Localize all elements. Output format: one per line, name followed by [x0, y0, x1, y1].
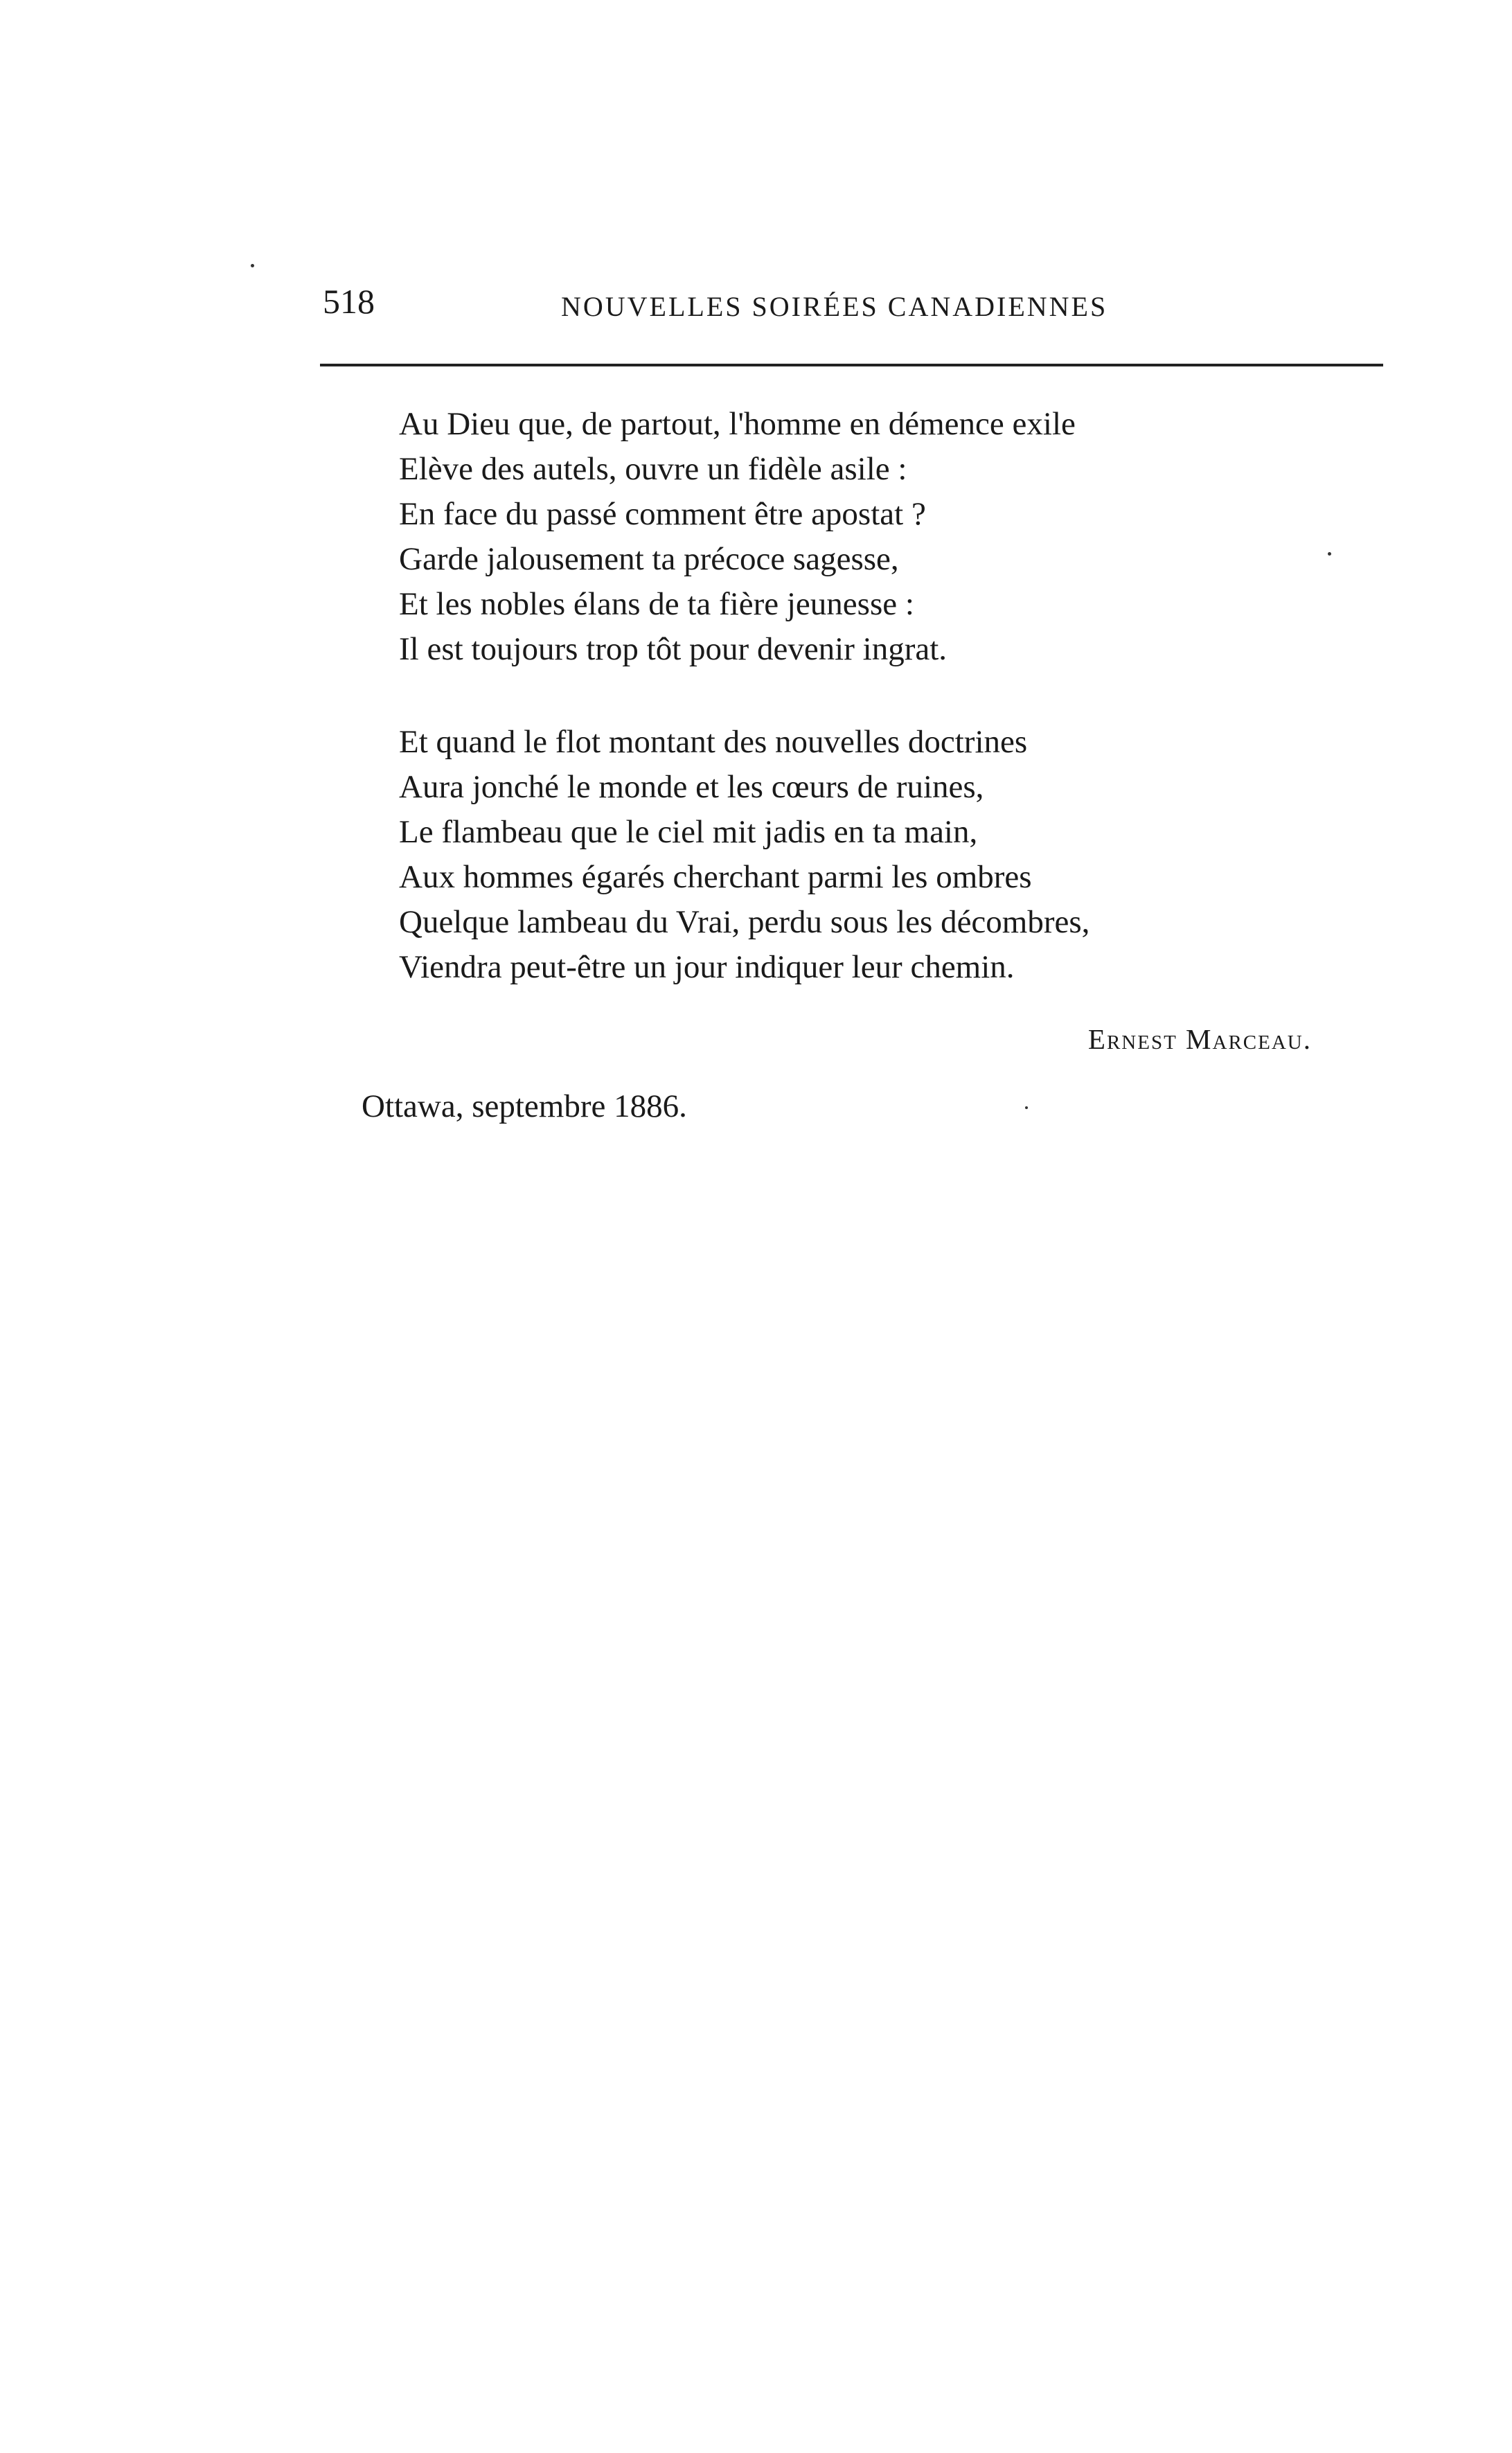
header-rule	[320, 364, 1383, 366]
stanza	[399, 402, 1076, 672]
verse-line: Le flambeau que le ciel mit jadis en ta main,	[399, 814, 978, 850]
print-speck	[1328, 552, 1331, 556]
verse-line: Il est toujours trop tôt pour devenir ingrat.	[399, 631, 948, 667]
verse-line: Au Dieu que, de partout, l'homme en démence exile	[399, 406, 1076, 442]
verse-line: Aux hommes égarés cherchant parmi les ombres	[399, 859, 1032, 895]
verse-line: Quelque lambeau du Vrai, perdu sous les décombres,	[399, 904, 1090, 940]
verse-line: Viendra peut-être un jour indiquer leur chemin.	[399, 949, 1015, 985]
verse-line: Et les nobles élans de ta fière jeunesse :	[399, 586, 914, 622]
running-title: NOUVELLES SOIRÉES CANADIENNES	[561, 291, 1108, 322]
verse-line: Et quand le flot montant des nouvelles doctrines	[399, 724, 1028, 760]
verse-line: Aura jonché le monde et les cœurs de ruines,	[399, 769, 984, 805]
verse-line: Garde jalousement ta précoce sagesse,	[399, 541, 899, 577]
verse-line: En face du passé comment être apostat ?	[399, 496, 926, 532]
page-number: 518	[323, 282, 375, 321]
dateline: Ottawa, septembre 1886.	[362, 1088, 687, 1124]
stanza	[399, 720, 1089, 990]
verse-line: Elève des autels, ouvre un fidèle asile :	[399, 451, 907, 487]
print-speck	[1025, 1106, 1028, 1109]
print-speck	[251, 264, 254, 267]
author-signature: Ernest Marceau.	[1087, 1023, 1312, 1055]
